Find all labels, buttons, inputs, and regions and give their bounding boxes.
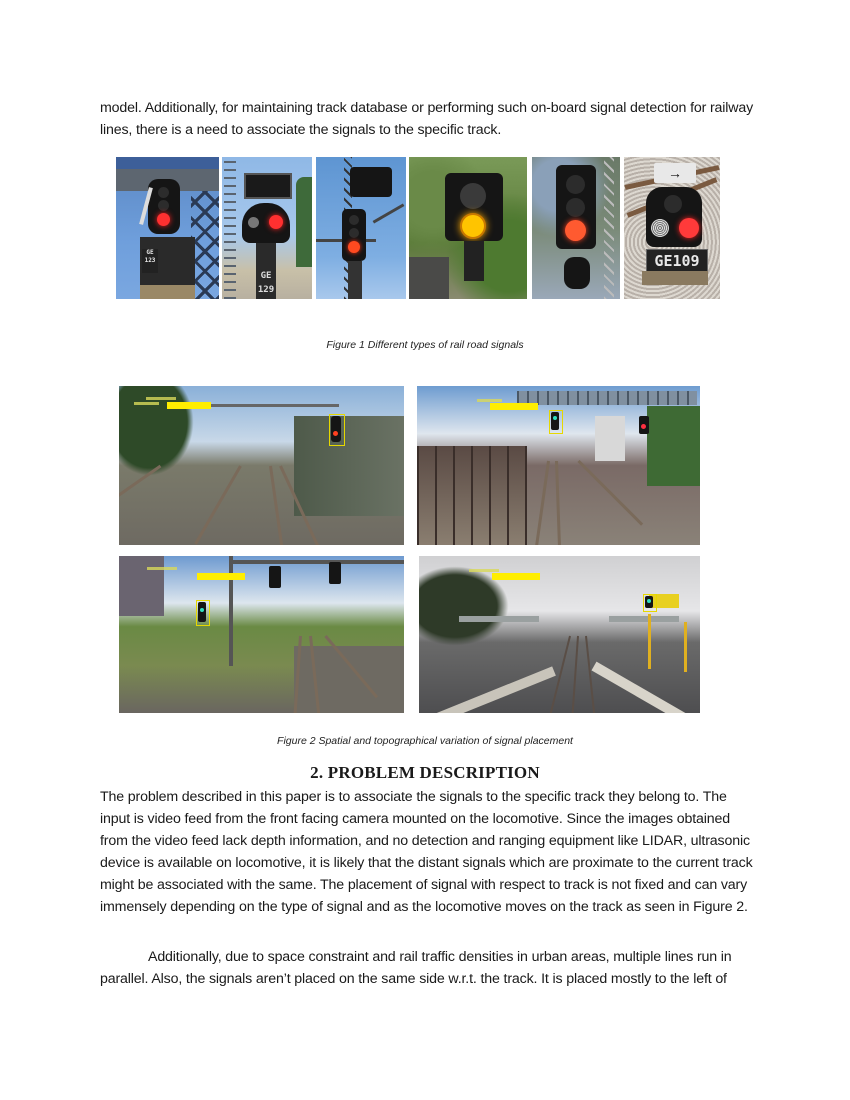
signal-plate: GE 123	[142, 249, 158, 273]
arrow-right-icon: →	[654, 163, 696, 183]
signal-photo-4	[409, 157, 527, 299]
detection-label-highlight	[492, 573, 540, 580]
scene-photo-3	[119, 556, 404, 713]
intro-paragraph: model. Additionally, for maintaining track database or performing such on-board signal detection for railway lines, there is a need to associate the signals to the specific track.	[100, 100, 754, 138]
red-lamp	[157, 213, 170, 226]
signal-plate: GE109	[646, 249, 708, 273]
problem-paragraph-1: The problem described in this paper is to associate the signals to the specific track they belong to. The input is video feed from the front facing camera mounted on the locomotive. Since the images obtained from the video feed lack depth information, and no detection and ranging equipment like LIDAR, ultrasonic device is available on locomotive, it is likely that the distant signals which are proximate to the current track might be associated with the same. The placement of signal with respect to track is not fixed and can vary immensely depending on the type of signal and as the locomotive moves on the track as seen in Figure 2.	[100, 789, 753, 915]
signal-photo-5	[532, 157, 620, 299]
detection-label-highlight	[490, 403, 538, 410]
figure-1-caption: Figure 1 Different types of rail road signals	[326, 339, 524, 351]
signal-photo-6	[624, 157, 720, 299]
scene-photo-1	[119, 386, 404, 545]
problem-paragraph-2: Additionally, due to space constraint and rail traffic densities in urban areas, multiple lines run in parallel. Also, the signals aren’t placed on the same side w.r.t. the track. It is placed mostly to the left of	[100, 949, 732, 987]
detection-label-highlight	[167, 402, 211, 409]
red-lamp	[348, 241, 360, 253]
signal-plate: GE 129	[257, 271, 275, 295]
signal-photo-2	[222, 157, 312, 299]
section-heading: 2. PROBLEM DESCRIPTION	[310, 763, 540, 782]
red-lamp	[269, 215, 283, 229]
red-lamp	[679, 218, 699, 238]
detection-label-highlight	[197, 573, 245, 580]
yellow-lamp	[460, 213, 486, 239]
signal-photo-1	[116, 157, 219, 299]
red-lamp	[565, 220, 586, 241]
figure-2-caption: Figure 2 Spatial and topographical variation of signal placement	[277, 735, 573, 747]
scene-photo-4	[419, 556, 700, 713]
scene-photo-2	[417, 386, 700, 545]
signal-photo-3	[316, 157, 406, 299]
